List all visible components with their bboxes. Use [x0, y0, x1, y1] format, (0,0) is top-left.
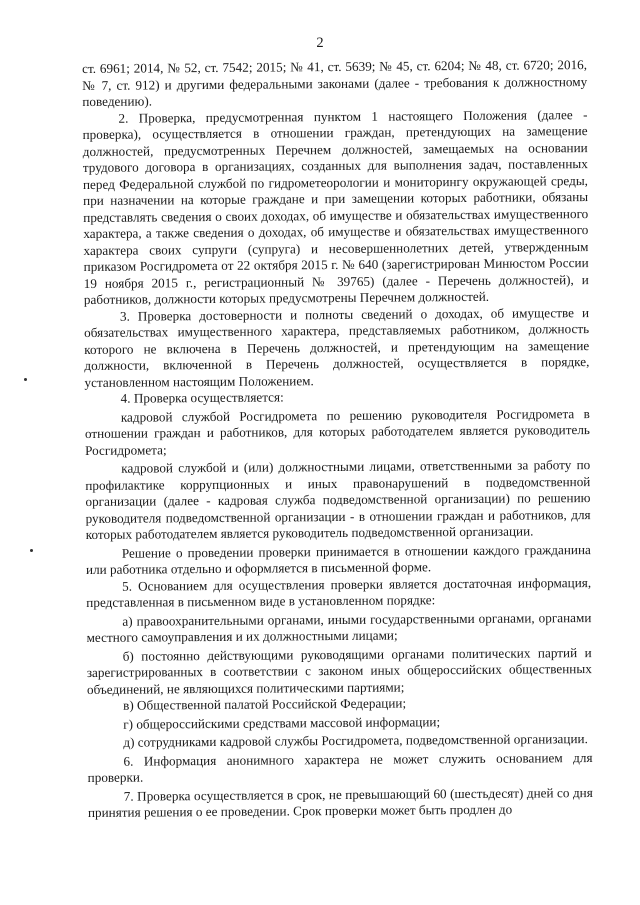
scan-speck-1	[24, 378, 27, 381]
paragraph-item-5v: в) Общественной палатой Российской Федерации;	[123, 695, 407, 713]
paragraph-item-2: 2. Проверка, предусмотренная пунктом 1 настоящего Положения (далее - проверка), осуществляется в отношении граждан, претендующих на замещение должностей, предусмотренных Перечнем должностей, замещаемых на основании трудового договора в организациях, созданных для выполнения задач, поставленных перед Федеральной службой по гидрометеорологии и мониторингу окружающей среды, при назначении на которые граждане и при замещении которых работники, обязаны представлять сведения о своих доходах, об имуществе и обязательствах имущественного характера, а также сведения о доходах, об имуществе и обязательствах имущественного характера своих супруги (супруга) и несовершеннолетних детей, утвержденным приказом Росгидромета от 22 октября 2015 г. № 640 (зарегистрирован Минюстом России 19 ноября 2015 г., регистрационный № 39765) (далее - Перечень должностей), и работников, должности которых предусмотрены Перечнем должностей.	[82, 106, 589, 307]
paragraph-item-5b: б) постоянно действующими руководящими органами политических партий и зарегистрированных в соответствии с законом иных общероссийских общественных объединений, не являющихся политическими партиями;	[86, 644, 592, 697]
paragraph-item-6: 6. Информация анонимного характера не может служить основанием для проверки.	[87, 749, 593, 785]
paragraph-item-5: 5. Основанием для осуществления проверки является достаточная информация, представленная в письменном виде в установленном порядке:	[86, 574, 592, 610]
paragraph-item-5g: г) общероссийскими средствами массовой информации;	[123, 713, 441, 732]
paragraph-item-7: 7. Проверка осуществляется в срок, не превышающий 60 (шестьдесят) дней со дня принятия решения о ее проведении. Срок проверки может быть продлен до	[87, 784, 593, 820]
paragraph-continuation: ст. 6961; 2014, № 52, ст. 7542; 2015; № 41, ст. 5639; № 45, ст. 6204; № 48, ст. 6720; 2016, № 7, ст. 912) и другими федеральными законами (далее - требования к должностному поведению).	[82, 57, 588, 109]
paragraph-item-4: 4. Проверка осуществляется:	[120, 389, 284, 406]
page-number: 2	[316, 35, 324, 51]
paragraph-item-5d: д) сотрудниками кадровой службы Росгидромета, подведомственной организации.	[123, 731, 588, 750]
paragraph-item-3: 3. Проверка достоверности и полноты сведений о доходах, об имуществе и обязательствах имущественного характера, представляемых работником, должность которого не включена в Перечень должностей, и претендующим на замещение должности, включенной в Перечень должностей, осуществляется в порядке, установленном настоящим Положением.	[84, 304, 590, 390]
paragraph-item-4-hr-rosgidromet: кадровой службой Росгидромета по решению руководителя Росгидромета в отношении граждан и работников, для которых работодателем является руководитель Росгидромета;	[84, 405, 590, 458]
paragraph-decision: Решение о проведении проверки принимается в отношении каждого гражданина или работника отдельно и оформляется в письменной форме.	[85, 541, 591, 577]
paragraph-item-5a: а) правоохранительными органами, иными государственными органами, органами местного самоуправления и их должностными лицами;	[86, 609, 592, 645]
document-body	[82, 57, 593, 821]
scan-speck-2	[30, 549, 33, 552]
paragraph-item-4-hr-subordinate: кадровой службой и (или) должностными лицами, ответственными за работу по профилактике коррупционных и иных правонарушений в подведомственной организации (далее - кадровая служба подведомственной организации) по решению руководителя подведомственной организации - в отношении граждан и работников, для которых работодателем является руководитель подведомственной организации.	[85, 457, 591, 542]
